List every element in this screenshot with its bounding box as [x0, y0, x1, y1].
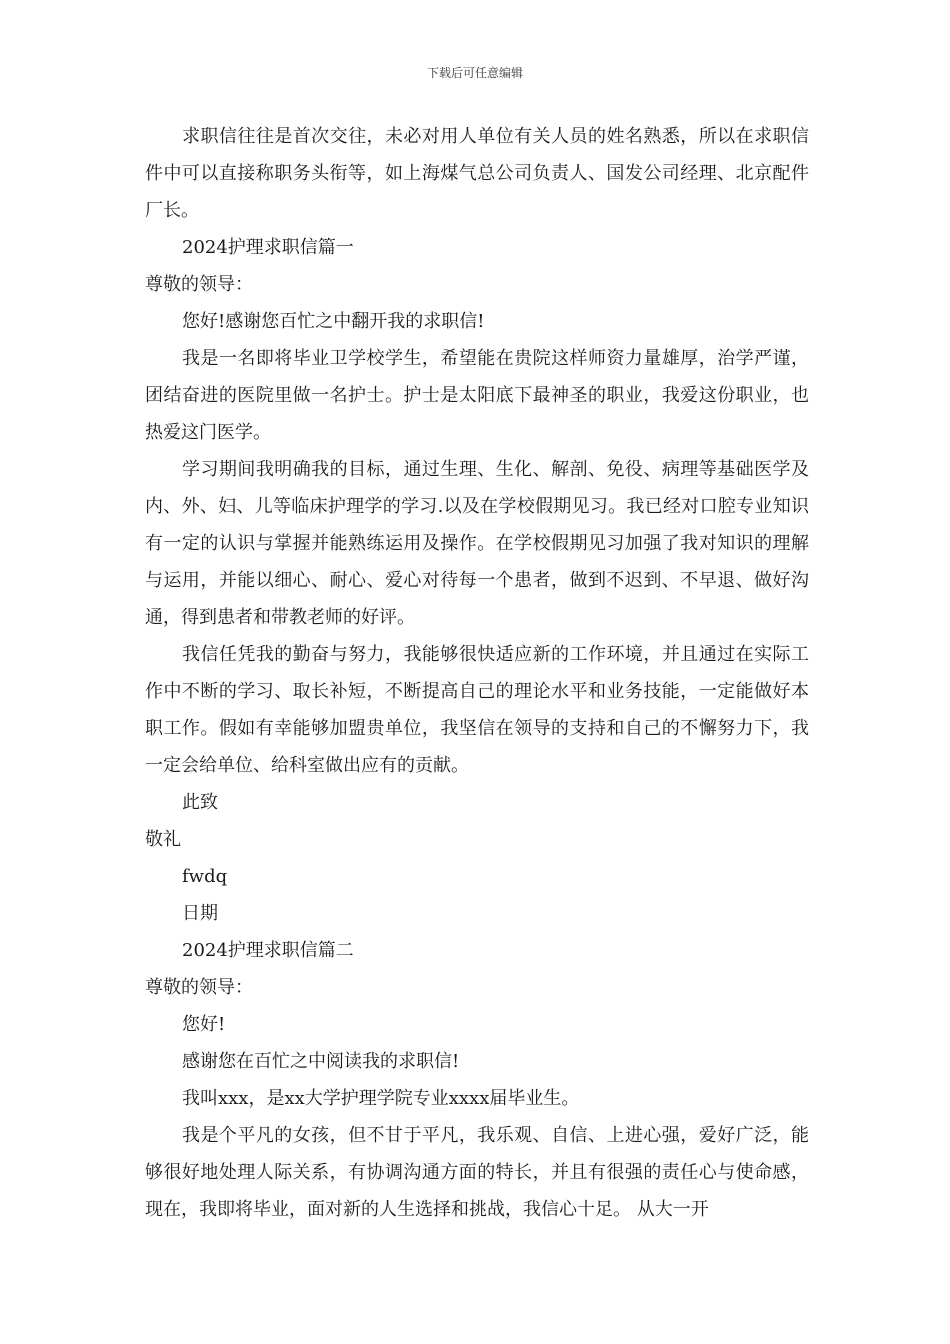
paragraph: 敬礼 [145, 829, 181, 850]
paragraph: fwdq [182, 866, 228, 887]
paragraph: 感谢您在百忙之中阅读我的求职信! [182, 1051, 460, 1072]
paragraph: 您好! [182, 1014, 226, 1035]
paragraph: 此致 [182, 792, 218, 813]
page-header: 下载后可任意编辑 [426, 66, 523, 80]
paragraph: 学习期间我明确我的目标，通过生理、生化、解剖、免役、病理等基础医学及内、外、妇、儿等临床护理学的学习.以及在学校假期见习。我已经对口腔专业知识有一定的认识与掌握并能熟练运用及操作。在学校假期见习加强了我对知识的理解与运用，并能以细心、耐心、爱心对待每一个患者，做到不迟到、不早退、做好沟通，得到患者和带教老师的好评。 [145, 459, 809, 628]
paragraph: 尊敬的领导： [145, 977, 253, 998]
paragraph: 我信任凭我的勤奋与努力，我能够很快适应新的工作环境，并且通过在实际工作中不断的学习、取长补短，不断提高自己的理论水平和业务技能，一定能做好本职工作。假如有幸能够加盟贵单位，我坚信在领导的支持和自己的不懈努力下，我一定会给单位、给科室做出应有的贡献。 [145, 644, 809, 776]
paragraph: 尊敬的领导： [145, 274, 253, 295]
paragraph: 您好!感谢您百忙之中翻开我的求职信! [182, 311, 485, 332]
document-body [145, 118, 809, 1228]
paragraph: 求职信往往是首次交往，未必对用人单位有关人员的姓名熟悉，所以在求职信件中可以直接称职务头衔等，如上海煤气总公司负责人、国发公司经理、北京配件厂长。 [145, 126, 809, 221]
paragraph: 我是一名即将毕业卫学校学生，希望能在贵院这样师资力量雄厚，治学严谨，团结奋进的医院里做一名护士。护士是太阳底下最神圣的职业，我爱这份职业，也热爱这门医学。 [145, 348, 809, 443]
paragraph: 我叫xxx，是xx大学护理学院专业xxxx届毕业生。 [182, 1088, 580, 1109]
paragraph: 我是个平凡的女孩，但不甘于平凡，我乐观、自信、上进心强，爱好广泛，能够很好地处理人际关系，有协调沟通方面的特长，并且有很强的责任心与使命感，现在，我即将毕业，面对新的人生选择和挑战，我信心十足。 从大一开 [145, 1125, 809, 1220]
paragraph: 2024护理求职信篇一 [182, 237, 354, 258]
paragraph: 日期 [182, 903, 218, 924]
paragraph: 2024护理求职信篇二 [182, 940, 354, 961]
